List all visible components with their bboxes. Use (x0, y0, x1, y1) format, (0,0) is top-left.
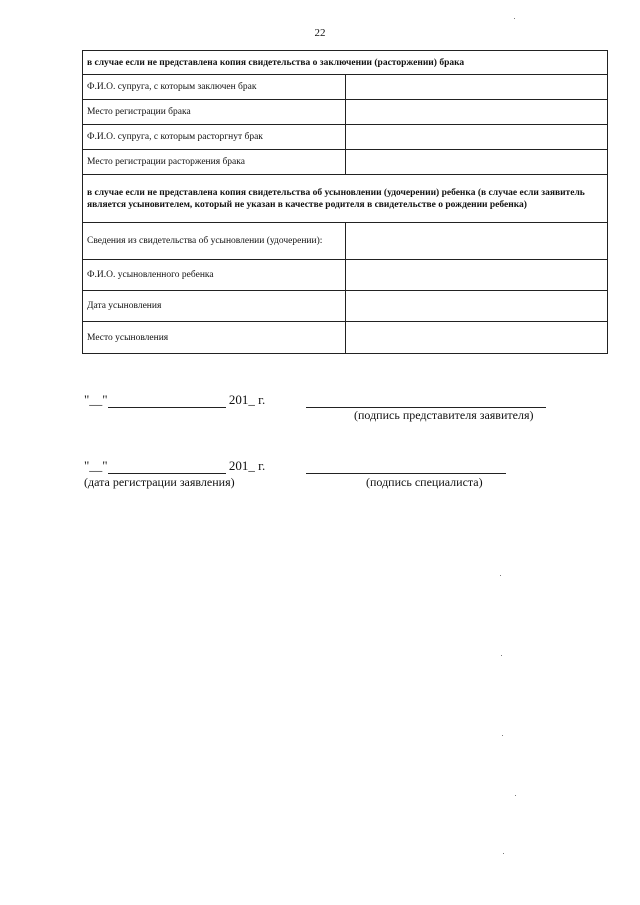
field-value-adoption-date[interactable] (345, 291, 608, 322)
date-year: 201_ г. (228, 458, 266, 473)
page-number: 22 (314, 27, 326, 39)
table-row (83, 291, 608, 322)
caption-specialist-signature: (подпись специалиста) (366, 475, 483, 489)
scan-speck (515, 795, 516, 796)
signature-date-first (84, 392, 265, 408)
caption-representative-signature: (подпись представителя заявителя) (354, 408, 534, 422)
application-form-table (82, 50, 608, 354)
date-month-line[interactable] (108, 473, 226, 474)
table-row (83, 175, 608, 223)
date-day-blank: "__" (84, 392, 108, 407)
caption-registration-date: (дата регистрации заявления) (84, 475, 235, 489)
table-row (83, 150, 608, 175)
section-header-marriage: в случае если не представлена копия свидетельства о заключении (расторжении) брака (83, 51, 608, 75)
table-row (83, 223, 608, 260)
table-row (83, 322, 608, 354)
field-label-spouse-married: Ф.И.О. супруга, с которым заключен брак (83, 75, 346, 100)
scan-speck (501, 655, 502, 656)
section-header-adoption: в случае если не представлена копия свидетельства об усыновлении (удочерении) ребенка (в случае если заявитель является усыновителем, который не указан в качестве родителя в свидетельстве о рождении ребенка) (83, 175, 608, 223)
signature-line-specialist-block (306, 458, 506, 474)
table-row (83, 75, 608, 100)
scan-speck (502, 735, 503, 736)
field-label-adoption-date: Дата усыновления (83, 291, 346, 322)
table-row (83, 260, 608, 291)
signature-line-representative-block (306, 392, 546, 408)
field-label-spouse-divorced: Ф.И.О. супруга, с которым расторгнут брак (83, 125, 346, 150)
table-row (83, 100, 608, 125)
table-row (83, 51, 608, 75)
date-month-line[interactable] (108, 407, 226, 408)
date-day-blank: "__" (84, 458, 108, 473)
date-year: 201_ г. (228, 392, 266, 407)
signature-line-representative[interactable] (306, 392, 546, 408)
table-row (83, 125, 608, 150)
field-value-divorce-place[interactable] (345, 150, 608, 175)
field-label-marriage-place: Место регистрации брака (83, 100, 346, 125)
field-label-adoption-place: Место усыновления (83, 322, 346, 354)
field-label-divorce-place: Место регистрации расторжения брака (83, 150, 346, 175)
field-value-adoption-place[interactable] (345, 322, 608, 354)
scan-speck (514, 18, 515, 19)
signature-line-specialist[interactable] (306, 458, 506, 474)
field-value-adopted-child-name[interactable] (345, 260, 608, 291)
signature-date-second (84, 458, 265, 474)
scan-speck (503, 853, 504, 854)
field-value-adoption-certificate[interactable] (345, 223, 608, 260)
field-value-marriage-place[interactable] (345, 100, 608, 125)
field-label-adopted-child-name: Ф.И.О. усыновленного ребенка (83, 260, 346, 291)
field-label-adoption-certificate: Сведения из свидетельства об усыновлении (удочерении): (83, 223, 346, 260)
field-value-spouse-married[interactable] (345, 75, 608, 100)
scan-speck (500, 575, 501, 576)
field-value-spouse-divorced[interactable] (345, 125, 608, 150)
